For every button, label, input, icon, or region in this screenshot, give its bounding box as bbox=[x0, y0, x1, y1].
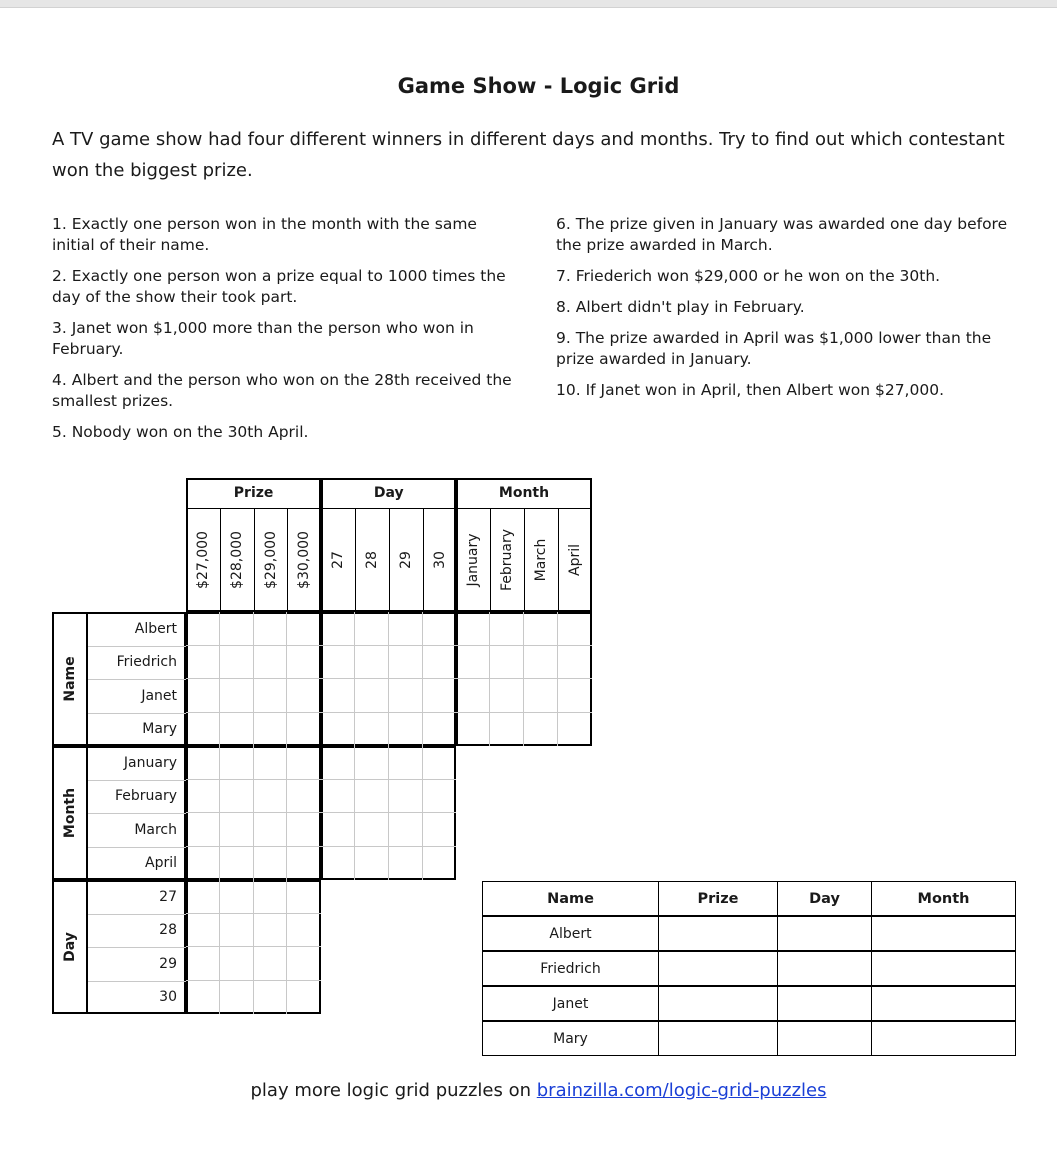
grid-cell[interactable] bbox=[220, 646, 254, 680]
grid-cell[interactable] bbox=[321, 646, 355, 680]
grid-cell[interactable] bbox=[186, 679, 220, 713]
row-label-mary: Mary bbox=[142, 721, 177, 738]
grid-cell[interactable] bbox=[254, 947, 288, 981]
row-label-albert: Albert bbox=[134, 620, 177, 637]
row-label-27: 27 bbox=[159, 888, 177, 905]
answer-cell-month[interactable] bbox=[871, 916, 1016, 951]
grid-cell[interactable] bbox=[186, 813, 220, 847]
clues-left bbox=[52, 214, 522, 453]
grid-cell[interactable] bbox=[524, 713, 558, 747]
grid-cell[interactable] bbox=[287, 746, 321, 780]
column-label-28: 28 bbox=[363, 551, 380, 569]
grid-cell[interactable] bbox=[186, 880, 220, 914]
grid-cell[interactable] bbox=[186, 612, 220, 646]
grid-cell[interactable] bbox=[355, 713, 389, 747]
grid-cell[interactable] bbox=[490, 646, 524, 680]
grid-cell[interactable] bbox=[423, 679, 457, 713]
grid-cell[interactable] bbox=[186, 713, 220, 747]
grid-cell[interactable] bbox=[321, 746, 355, 780]
grid-cell[interactable] bbox=[389, 713, 423, 747]
grid-cell[interactable] bbox=[287, 914, 321, 948]
grid-cell[interactable] bbox=[355, 847, 389, 881]
grid-cell[interactable] bbox=[524, 679, 558, 713]
clue-8: 8. Albert didn't play in February. bbox=[556, 298, 805, 316]
answer-header-prize: Prize bbox=[658, 881, 778, 916]
grid-cell[interactable] bbox=[287, 612, 321, 646]
answer-name-albert: Albert bbox=[482, 916, 659, 951]
row-group-title-month: Month bbox=[62, 787, 78, 839]
grid-cell[interactable] bbox=[355, 646, 389, 680]
grid-cell[interactable] bbox=[389, 746, 423, 780]
grid-cell[interactable] bbox=[254, 780, 288, 814]
grid-cell[interactable] bbox=[389, 679, 423, 713]
footer-link[interactable]: brainzilla.com/logic-grid-puzzles bbox=[536, 1080, 827, 1101]
grid-cell[interactable] bbox=[423, 746, 457, 780]
grid-cell[interactable] bbox=[220, 713, 254, 747]
column-group-title-month: Month bbox=[498, 485, 550, 501]
row-group-title-day: Day bbox=[62, 932, 78, 962]
answer-cell-month[interactable] bbox=[871, 986, 1016, 1021]
grid-cell[interactable] bbox=[287, 947, 321, 981]
grid-cell[interactable] bbox=[186, 914, 220, 948]
column-label-30: 30 bbox=[431, 551, 448, 569]
row-label-28: 28 bbox=[159, 922, 177, 939]
grid-cell[interactable] bbox=[254, 612, 288, 646]
row-label-friedrich: Friedrich bbox=[116, 654, 177, 671]
answer-name-mary: Mary bbox=[482, 1021, 659, 1056]
grid-cell[interactable] bbox=[186, 746, 220, 780]
grid-cell[interactable] bbox=[287, 880, 321, 914]
grid-cell[interactable] bbox=[423, 612, 457, 646]
column-label-27-000: $27,000 bbox=[194, 531, 211, 589]
grid-cell[interactable] bbox=[355, 813, 389, 847]
grid-cell[interactable] bbox=[423, 847, 457, 881]
grid-cell[interactable] bbox=[287, 981, 321, 1015]
grid-cell[interactable] bbox=[321, 612, 355, 646]
grid-cell[interactable] bbox=[186, 847, 220, 881]
grid-cell[interactable] bbox=[524, 612, 558, 646]
grid-cell[interactable] bbox=[423, 713, 457, 747]
row-label-30: 30 bbox=[159, 989, 177, 1006]
grid-cell[interactable] bbox=[456, 612, 490, 646]
answer-cell-month[interactable] bbox=[871, 951, 1016, 986]
answer-name-janet: Janet bbox=[482, 986, 659, 1021]
grid-cell[interactable] bbox=[220, 947, 254, 981]
grid-cell[interactable] bbox=[423, 780, 457, 814]
clue-4: 4. Albert and the person who won on the 28th received the smallest prizes. bbox=[52, 371, 512, 410]
grid-cell[interactable] bbox=[220, 813, 254, 847]
grid-cell[interactable] bbox=[254, 746, 288, 780]
grid-cell[interactable] bbox=[220, 746, 254, 780]
grid-cell[interactable] bbox=[558, 713, 592, 747]
row-label-april: April bbox=[145, 855, 177, 872]
grid-cell[interactable] bbox=[220, 780, 254, 814]
column-label-january: January bbox=[465, 533, 482, 587]
answer-cell-prize[interactable] bbox=[658, 986, 778, 1021]
grid-cell[interactable] bbox=[355, 780, 389, 814]
grid-cell[interactable] bbox=[220, 914, 254, 948]
clue-7: 7. Friederich won $29,000 or he won on the 30th. bbox=[556, 267, 941, 285]
footer-text: play more logic grid puzzles on bbox=[250, 1080, 537, 1101]
row-label-janet: Janet bbox=[141, 687, 177, 704]
grid-cell[interactable] bbox=[254, 880, 288, 914]
grid-cell[interactable] bbox=[355, 679, 389, 713]
grid-cell[interactable] bbox=[456, 713, 490, 747]
grid-cell[interactable] bbox=[254, 914, 288, 948]
clue-5: 5. Nobody won on the 30th April. bbox=[52, 423, 309, 441]
clue-9: 9. The prize awarded in April was $1,000 lower than the prize awarded in January. bbox=[556, 329, 992, 368]
answer-header-name: Name bbox=[482, 881, 659, 916]
column-group-title-prize: Prize bbox=[233, 485, 274, 501]
column-label-27: 27 bbox=[330, 551, 347, 569]
grid-cell[interactable] bbox=[186, 947, 220, 981]
answer-cell-day[interactable] bbox=[777, 1021, 872, 1056]
grid-cell[interactable] bbox=[220, 679, 254, 713]
grid-cell[interactable] bbox=[558, 612, 592, 646]
grid-cell[interactable] bbox=[389, 780, 423, 814]
grid-cell[interactable] bbox=[423, 646, 457, 680]
clue-2: 2. Exactly one person won a prize equal to 1000 times the day of the show their took part. bbox=[52, 267, 506, 306]
column-header-separator bbox=[490, 508, 491, 612]
answer-name-friedrich: Friedrich bbox=[482, 951, 659, 986]
grid-cell[interactable] bbox=[456, 646, 490, 680]
row-label-january: January bbox=[123, 754, 177, 771]
column-label-29-000: $29,000 bbox=[262, 531, 279, 589]
grid-cell[interactable] bbox=[254, 813, 288, 847]
grid-cell[interactable] bbox=[254, 679, 288, 713]
grid-cell[interactable] bbox=[423, 813, 457, 847]
column-label-28-000: $28,000 bbox=[228, 531, 245, 589]
column-header-separator bbox=[558, 508, 559, 612]
column-label-30-000: $30,000 bbox=[296, 531, 313, 589]
column-header-separator bbox=[389, 508, 390, 612]
grid-cell[interactable] bbox=[321, 780, 355, 814]
answer-header-month: Month bbox=[871, 881, 1016, 916]
row-label-march: March bbox=[134, 821, 177, 838]
grid-cell[interactable] bbox=[490, 679, 524, 713]
grid-cell[interactable] bbox=[254, 847, 288, 881]
clue-10: 10. If Janet won in April, then Albert won $27,000. bbox=[556, 381, 944, 399]
grid-cell[interactable] bbox=[254, 981, 288, 1015]
grid-cell[interactable] bbox=[321, 847, 355, 881]
row-label-29: 29 bbox=[159, 955, 177, 972]
answer-cell-day[interactable] bbox=[777, 951, 872, 986]
grid-cell[interactable] bbox=[321, 813, 355, 847]
grid-cell[interactable] bbox=[220, 981, 254, 1015]
answer-cell-prize[interactable] bbox=[658, 1021, 778, 1056]
grid-cell[interactable] bbox=[220, 880, 254, 914]
answer-cell-day[interactable] bbox=[777, 986, 872, 1021]
grid-cell[interactable] bbox=[490, 713, 524, 747]
grid-cell[interactable] bbox=[220, 612, 254, 646]
column-header-separator bbox=[254, 508, 255, 612]
grid-cell[interactable] bbox=[456, 679, 490, 713]
column-header-separator bbox=[355, 508, 356, 612]
grid-cell[interactable] bbox=[287, 813, 321, 847]
answer-header-day: Day bbox=[777, 881, 872, 916]
grid-cell[interactable] bbox=[321, 713, 355, 747]
grid-cell[interactable] bbox=[558, 679, 592, 713]
grid-cell[interactable] bbox=[186, 646, 220, 680]
grid-cell[interactable] bbox=[287, 646, 321, 680]
grid-cell[interactable] bbox=[287, 713, 321, 747]
grid-cell[interactable] bbox=[254, 646, 288, 680]
column-group-title-day: Day bbox=[373, 485, 404, 501]
grid-cell[interactable] bbox=[558, 646, 592, 680]
grid-cell[interactable] bbox=[355, 612, 389, 646]
column-label-29: 29 bbox=[397, 551, 414, 569]
answer-cell-prize[interactable] bbox=[658, 951, 778, 986]
column-label-february: February bbox=[499, 528, 516, 592]
column-header-separator bbox=[423, 508, 424, 612]
grid-cell[interactable] bbox=[287, 780, 321, 814]
row-label-february: February bbox=[114, 788, 177, 805]
intro-text: A TV game show had four different winners in different days and months. Try to find out which contestant won the biggest prize. bbox=[52, 129, 1005, 181]
grid-cell[interactable] bbox=[389, 847, 423, 881]
grid-cell[interactable] bbox=[287, 847, 321, 881]
grid-cell[interactable] bbox=[389, 612, 423, 646]
clue-3: 3. Janet won $1,000 more than the person who won in February. bbox=[52, 319, 474, 358]
column-label-march: March bbox=[532, 538, 549, 582]
grid-cell[interactable] bbox=[389, 813, 423, 847]
grid-cell[interactable] bbox=[186, 780, 220, 814]
column-label-april: April bbox=[566, 544, 583, 576]
clue-6: 6. The prize given in January was awarded one day before the prize awarded in March. bbox=[556, 215, 1008, 254]
grid-cell[interactable] bbox=[186, 981, 220, 1015]
clues-right bbox=[556, 214, 1016, 411]
answer-cell-month[interactable] bbox=[871, 1021, 1016, 1056]
top-bar bbox=[0, 0, 1057, 8]
row-group-title-name: Name bbox=[62, 656, 78, 702]
column-header-separator bbox=[220, 508, 221, 612]
grid-cell[interactable] bbox=[254, 713, 288, 747]
grid-cell[interactable] bbox=[389, 646, 423, 680]
column-header-separator bbox=[524, 508, 525, 612]
answer-cell-prize[interactable] bbox=[658, 916, 778, 951]
grid-cell[interactable] bbox=[321, 679, 355, 713]
grid-cell[interactable] bbox=[524, 646, 558, 680]
grid-cell[interactable] bbox=[355, 746, 389, 780]
footer bbox=[10, 1080, 1057, 1101]
grid-cell[interactable] bbox=[220, 847, 254, 881]
clue-1: 1. Exactly one person won in the month with the same initial of their name. bbox=[52, 215, 477, 254]
answer-cell-day[interactable] bbox=[777, 916, 872, 951]
grid-cell[interactable] bbox=[287, 679, 321, 713]
column-header-separator bbox=[287, 508, 288, 612]
grid-cell[interactable] bbox=[490, 612, 524, 646]
page-title: Game Show - Logic Grid bbox=[397, 74, 680, 98]
